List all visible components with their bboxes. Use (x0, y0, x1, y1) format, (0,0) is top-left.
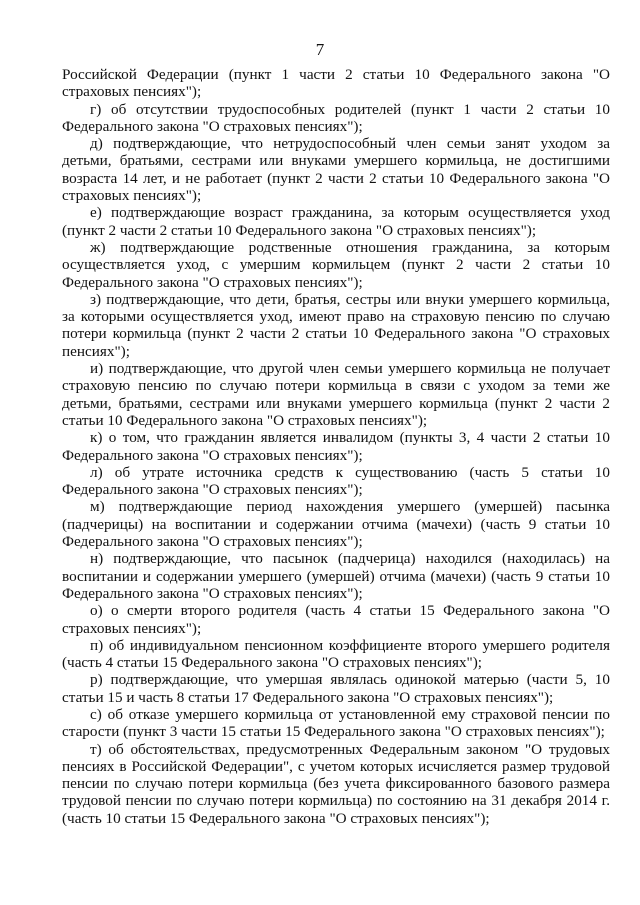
paragraph: г) об отсутствии трудоспособных родителей (пункт 1 части 2 статьи 10 Федерального закона "О страховых пенсиях"); (62, 100, 610, 135)
paragraph: н) подтверждающие, что пасынок (падчерица) находился (находилась) на воспитании и содержании умершего (умершей) отчима (мачехи) (часть 9 статьи 10 Федерального закона "О страховых пенсиях"); (62, 550, 610, 602)
paragraph: л) об утрате источника средств к существованию (часть 5 статьи 10 Федерального закона "О страховых пенсиях"); (62, 463, 610, 499)
paragraph: о) о смерти второго родителя (часть 4 статьи 15 Федерального закона "О страховых пенсиях"); (62, 602, 610, 637)
paragraph: с) об отказе умершего кормильца от установленной ему страховой пенсии по старости (пункт 3 части 15 статьи 15 Федерального закона "О страховых пенсиях"); (62, 705, 610, 741)
paragraph: Российской Федерации (пункт 1 части 2 статьи 10 Федерального закона "О страховых пенсиях"); (62, 66, 610, 101)
paragraph: з) подтверждающие, что дети, братья, сестры или внуки умершего кормильца, за которыми осуществляется уход, имеют право на страховую пенсию по случаю потери кормильца (пункт 2 части 2 статьи 10 Федерального закона "О страховых пенсиях"); (62, 290, 610, 360)
paragraph: п) об индивидуальном пенсионном коэффициенте второго умершего родителя (часть 4 статьи 15 Федерального закона "О страховых пенсиях"); (62, 636, 610, 672)
paragraph: и) подтверждающие, что другой член семьи умершего кормильца не получает страховую пенсию по случаю потери кормильца в связи с уходом за теми же детьми, братьями, сестрами или внуками умершего кормильца (пункт 2 части 2 статьи 10 Федерального закона "О страховых пенсиях"); (62, 360, 610, 429)
paragraph: е) подтверждающие возраст гражданина, за которым осуществляется уход (пункт 2 части 2 статьи 10 Федерального закона "О страховых пенсиях"); (62, 204, 610, 239)
paragraph: ж) подтверждающие родственные отношения гражданина, за которым осуществляется уход, с умершим кормильцем (пункт 2 части 2 статьи 10 Федерального закона "О страховых пенсиях"); (62, 238, 610, 291)
paragraph: м) подтверждающие период нахождения умершего (умершей) пасынка (падчерицы) на воспитании и содержании отчима (мачехи) (часть 9 статьи 10 Федерального закона "О страховых пенсиях"); (62, 498, 610, 551)
document-body (62, 66, 610, 827)
page-number: 7 (315, 40, 325, 59)
paragraph: к) о том, что гражданин является инвалидом (пункты 3, 4 части 2 статьи 10 Федерального закона "О страховых пенсиях"); (62, 429, 610, 464)
paragraph: т) об обстоятельствах, предусмотренных Федеральным законом "О трудовых пенсиях в Российской Федерации", с учетом которых исчисляется размер трудовой пенсии по случаю потери кормильца (без учета фиксированного базового размера трудовой пенсии по случаю потери кормильца) по состоянию на 31 декабря 2014 г. (часть 10 статьи 15 Федерального закона "О страховых пенсиях"); (62, 740, 610, 827)
paragraph: д) подтверждающие, что нетрудоспособный член семьи занят уходом за детьми, братьями, сестрами или внуками умершего кормильца, не достигшими возраста 14 лет, и не работает (пункт 2 части 2 статьи 10 Федерального закона "О страховых пенсиях"); (62, 135, 610, 205)
paragraph: р) подтверждающие, что умершая являлась одинокой матерью (части 5, 10 статьи 15 и часть 8 статьи 17 Федерального закона "О страховых пенсиях"); (62, 671, 610, 706)
